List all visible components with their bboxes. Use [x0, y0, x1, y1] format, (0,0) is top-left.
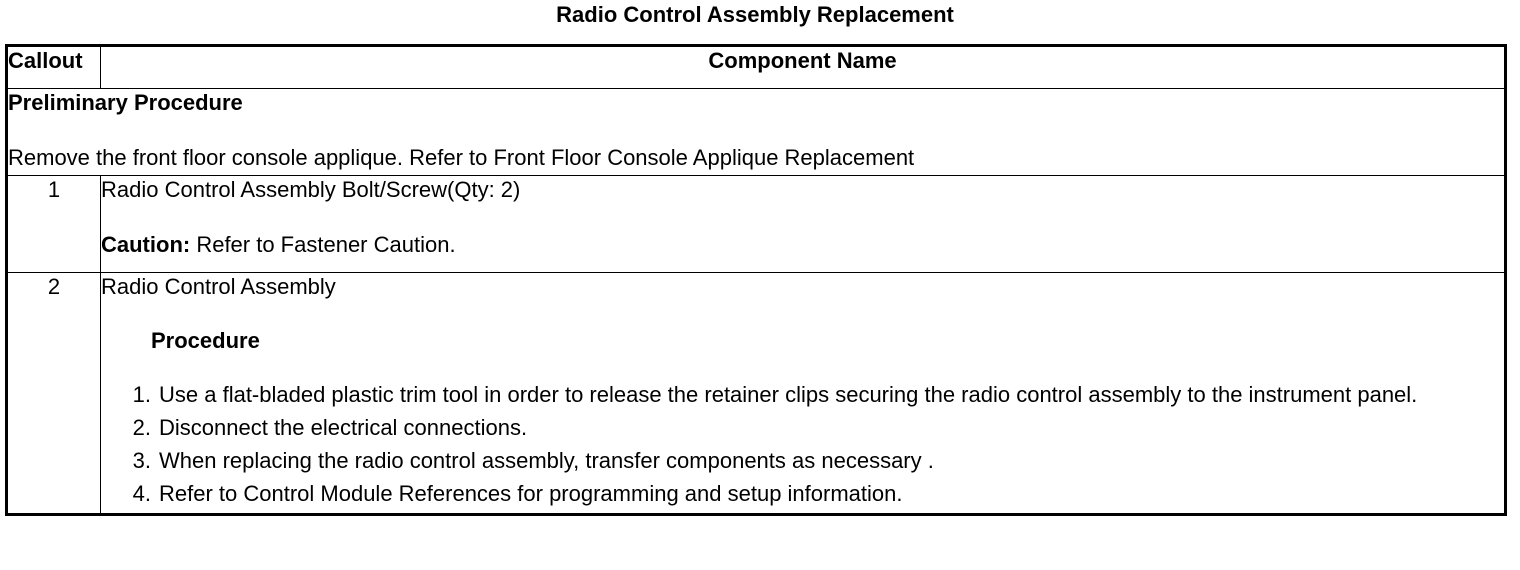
caution-label: Caution: — [101, 232, 191, 257]
step-number: 3 . — [101, 447, 151, 475]
table-row — [7, 176, 1506, 273]
procedure-steps — [101, 381, 1504, 508]
step-text: When replacing the radio control assembly, transfer components as necessary . — [159, 448, 934, 473]
component-cell — [101, 176, 1506, 273]
procedure-step — [101, 414, 1504, 442]
document-title: Radio Control Assembly Replacement — [556, 2, 954, 27]
table-header-row — [7, 46, 1506, 89]
preliminary-procedure-heading: Preliminary Procedure — [8, 90, 243, 115]
caution-note — [101, 231, 1504, 259]
callout-header: Callout — [7, 46, 101, 89]
preliminary-procedure-cell — [7, 89, 1506, 176]
procedure-step — [101, 381, 1504, 409]
step-number: 4 . — [101, 480, 151, 508]
step-text: Use a flat-bladed plastic trim tool in order to release the retainer clips securing the radio control assembly to the instrument panel. — [159, 382, 1418, 407]
caution-text: Refer to Fastener Caution. — [190, 232, 456, 257]
component-cell — [101, 273, 1506, 515]
callout-number: 1 — [7, 176, 101, 273]
procedure-step — [101, 480, 1504, 508]
component-name: Radio Control Assembly Bolt/Screw(Qty: 2) — [101, 177, 521, 202]
step-number: 1 . — [101, 381, 151, 409]
step-number: 2 . — [101, 414, 151, 442]
procedure-step — [101, 447, 1504, 475]
procedure-heading: Procedure — [151, 328, 260, 353]
component-name-header: Component Name — [101, 46, 1506, 89]
component-name: Radio Control Assembly — [101, 274, 336, 299]
step-text: Refer to Control Module References for programming and setup information. — [159, 481, 903, 506]
component-table — [5, 44, 1507, 516]
callout-number: 2 — [7, 273, 101, 515]
table-row — [7, 273, 1506, 515]
preliminary-procedure-row — [7, 89, 1506, 176]
step-text: Disconnect the electrical connections. — [159, 415, 528, 440]
preliminary-procedure-text: Remove the front floor console applique. Refer to Front Floor Console Applique Replacement — [8, 145, 915, 170]
